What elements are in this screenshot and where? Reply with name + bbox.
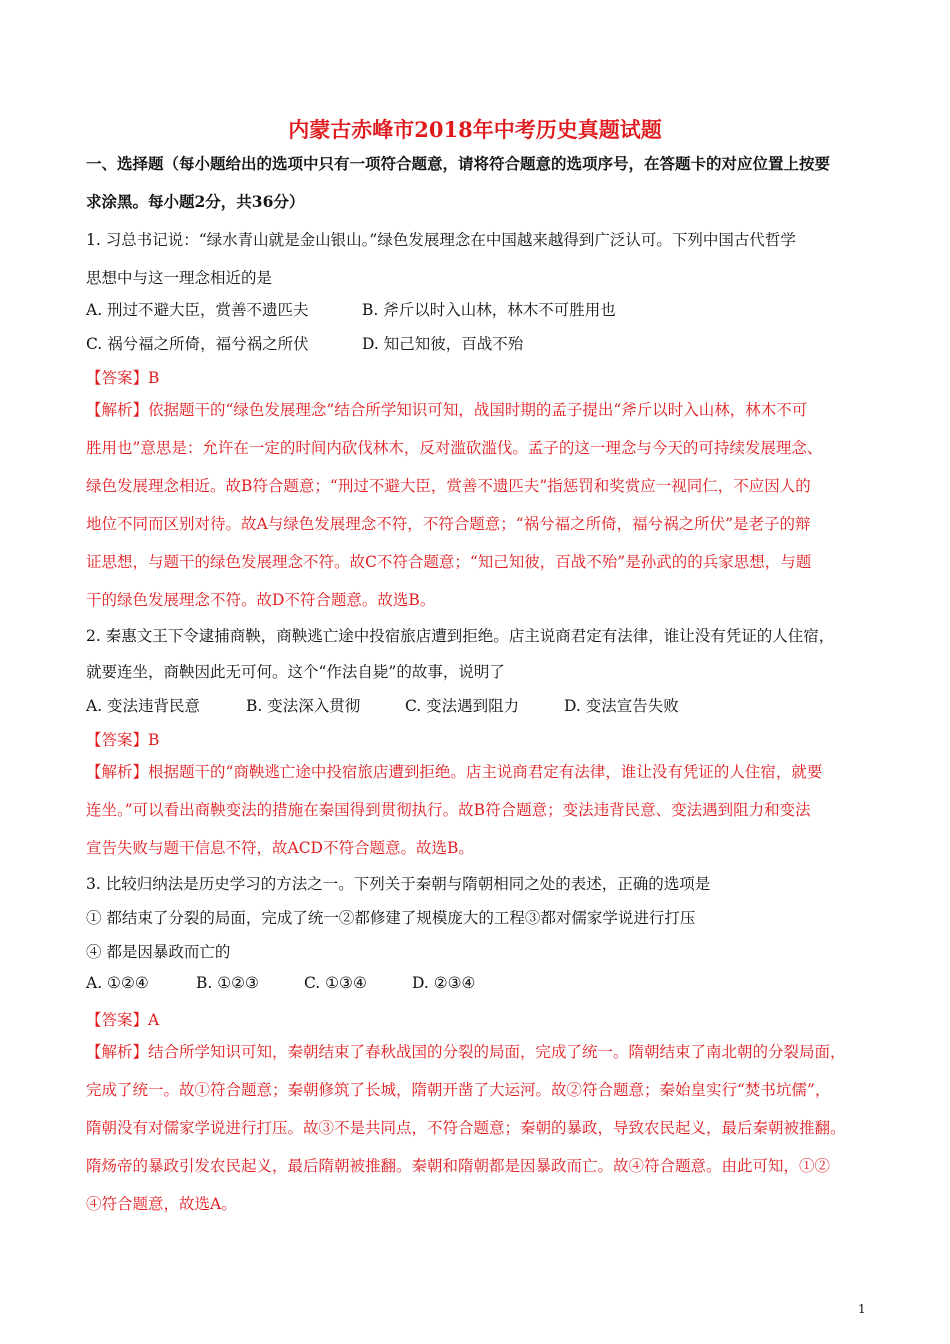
- q2-option-d: D. 变法宣告失败: [564, 697, 679, 715]
- q2-option-b: B. 变法深入贯彻: [246, 697, 361, 715]
- q2-option-c: C. 变法遇到阻力: [405, 697, 520, 715]
- q1-option-b: B. 斧斤以时入山林，林木不可胜用也: [362, 301, 616, 319]
- q1-option-c: C. 祸兮福之所倚，福兮祸之所伏: [86, 335, 309, 353]
- q3-explanation-line: 隋炀帝的暴政引发农民起义，最后隋朝被推翻。秦朝和隋朝都是因暴政而亡。故④符合题意。由此可知，①②: [86, 1157, 831, 1175]
- q1-explanation-line: 干的绿色发展理念不符。故D不符合题意。故选B。: [86, 591, 436, 609]
- page-title: 内蒙古赤峰市2018年中考历史真题试题: [288, 117, 662, 142]
- q2-option-a: A. 变法违背民意: [86, 697, 201, 715]
- q2-explanation-line: 连坐。”可以看出商鞅变法的措施在秦国得到贯彻执行。故B符合题意；变法违背民意、变法遇到阻力和变法: [86, 801, 811, 819]
- q2-stem-line2: 就要连坐，商鞅因此无可何。这个“作法自毙”的故事，说明了: [86, 663, 505, 681]
- q1-option-d: D. 知己知彼，百战不殆: [362, 335, 524, 353]
- q3-stem-line3: ④ 都是因暴政而亡的: [86, 943, 231, 961]
- q1-explanation-line: 证思想，与题干的绿色发展理念不符。故C不符合题意；“知己知彼，百战不殆”是孙武的的兵家思想，与题: [86, 553, 812, 571]
- q3-explanation-line: 【解析】结合所学知识可知，秦朝结束了春秋战国的分裂的局面，完成了统一。隋朝结束了南北朝的分裂局面，: [86, 1043, 846, 1061]
- q1-explanation-line: 【解析】依据题干的“绿色发展理念”结合所学知识可知，战国时期的孟子提出“斧斤以时入山林，林木不可: [86, 401, 808, 419]
- q3-explanation-line: 完成了统一。故①符合题意；秦朝修筑了长城，隋朝开凿了大运河。故②符合题意；秦始皇实行“焚书坑儒”，: [86, 1081, 831, 1099]
- q1-stem-line1: 1. 习总书记说：“绿水青山就是金山银山。”绿色发展理念在中国越来越得到广泛认可。下列中国古代哲学: [86, 231, 796, 249]
- q1-option-a: A. 刑过不避大臣，赏善不遗匹夫: [86, 301, 309, 319]
- q1-explanation-line: 胜用也”意思是：允许在一定的时间内砍伐林木，反对滥砍滥伐。孟子的这一理念与今天的可持续发展理念、: [86, 439, 823, 457]
- q3-explanation-line: ④符合题意，故选A。: [86, 1195, 237, 1213]
- q3-stem-line2: ① 都结束了分裂的局面，完成了统一②都修建了规模庞大的工程③都对儒家学说进行打压: [86, 909, 696, 927]
- page-number: 1: [858, 1302, 866, 1316]
- q1-stem-line2: 思想中与这一理念相近的是: [86, 269, 273, 287]
- q3-option-a: A. ①②④: [86, 974, 149, 992]
- q2-explanation-line: 宣告失败与题干信息不符，故ACD不符合题意。故选B。: [86, 839, 474, 857]
- q2-answer: 【答案】B: [86, 731, 160, 749]
- q3-stem-line1: 3. 比较归纳法是历史学习的方法之一。下列关于秦朝与隋朝相同之处的表述，正确的选项是: [86, 875, 711, 893]
- section-heading-line2: 求涂黑。每小题2分，共36分）: [86, 192, 305, 211]
- q2-explanation-line: 【解析】根据题干的“商鞅逃亡途中投宿旅店遭到拒绝。店主说商君定有法律，谁让没有凭证的人住宿，就要: [86, 763, 823, 781]
- q3-option-d: D. ②③④: [412, 974, 476, 992]
- q3-option-c: C. ①③④: [304, 974, 367, 992]
- q1-answer: 【答案】B: [86, 369, 160, 387]
- q2-stem-line1: 2. 秦惠文王下令逮捕商鞅，商鞅逃亡途中投宿旅店遭到拒绝。店主说商君定有法律，谁让没有凭证的人住宿，: [86, 627, 835, 645]
- q1-explanation-line: 绿色发展理念相近。故B符合题意；“刑过不避大臣，赏善不遗匹夫”指惩罚和奖赏应一视同仁，不应因人的: [86, 477, 811, 495]
- q1-explanation-line: 地位不同而区别对待。故A与绿色发展理念不符，不符合题意；“祸兮福之所倚，福兮祸之所伏”是老子的辩: [86, 515, 811, 533]
- section-heading-line1: 一、选择题（每小题给出的选项中只有一项符合题意，请将符合题意的选项序号，在答题卡的对应位置上按要: [86, 154, 831, 173]
- q3-answer: 【答案】A: [86, 1011, 160, 1029]
- q3-explanation-line: 隋朝没有对儒家学说进行打压。故③不是共同点，不符合题意；秦朝的暴政，导致农民起义，最后秦朝被推翻。: [86, 1119, 846, 1137]
- q3-option-b: B. ①②③: [196, 974, 259, 992]
